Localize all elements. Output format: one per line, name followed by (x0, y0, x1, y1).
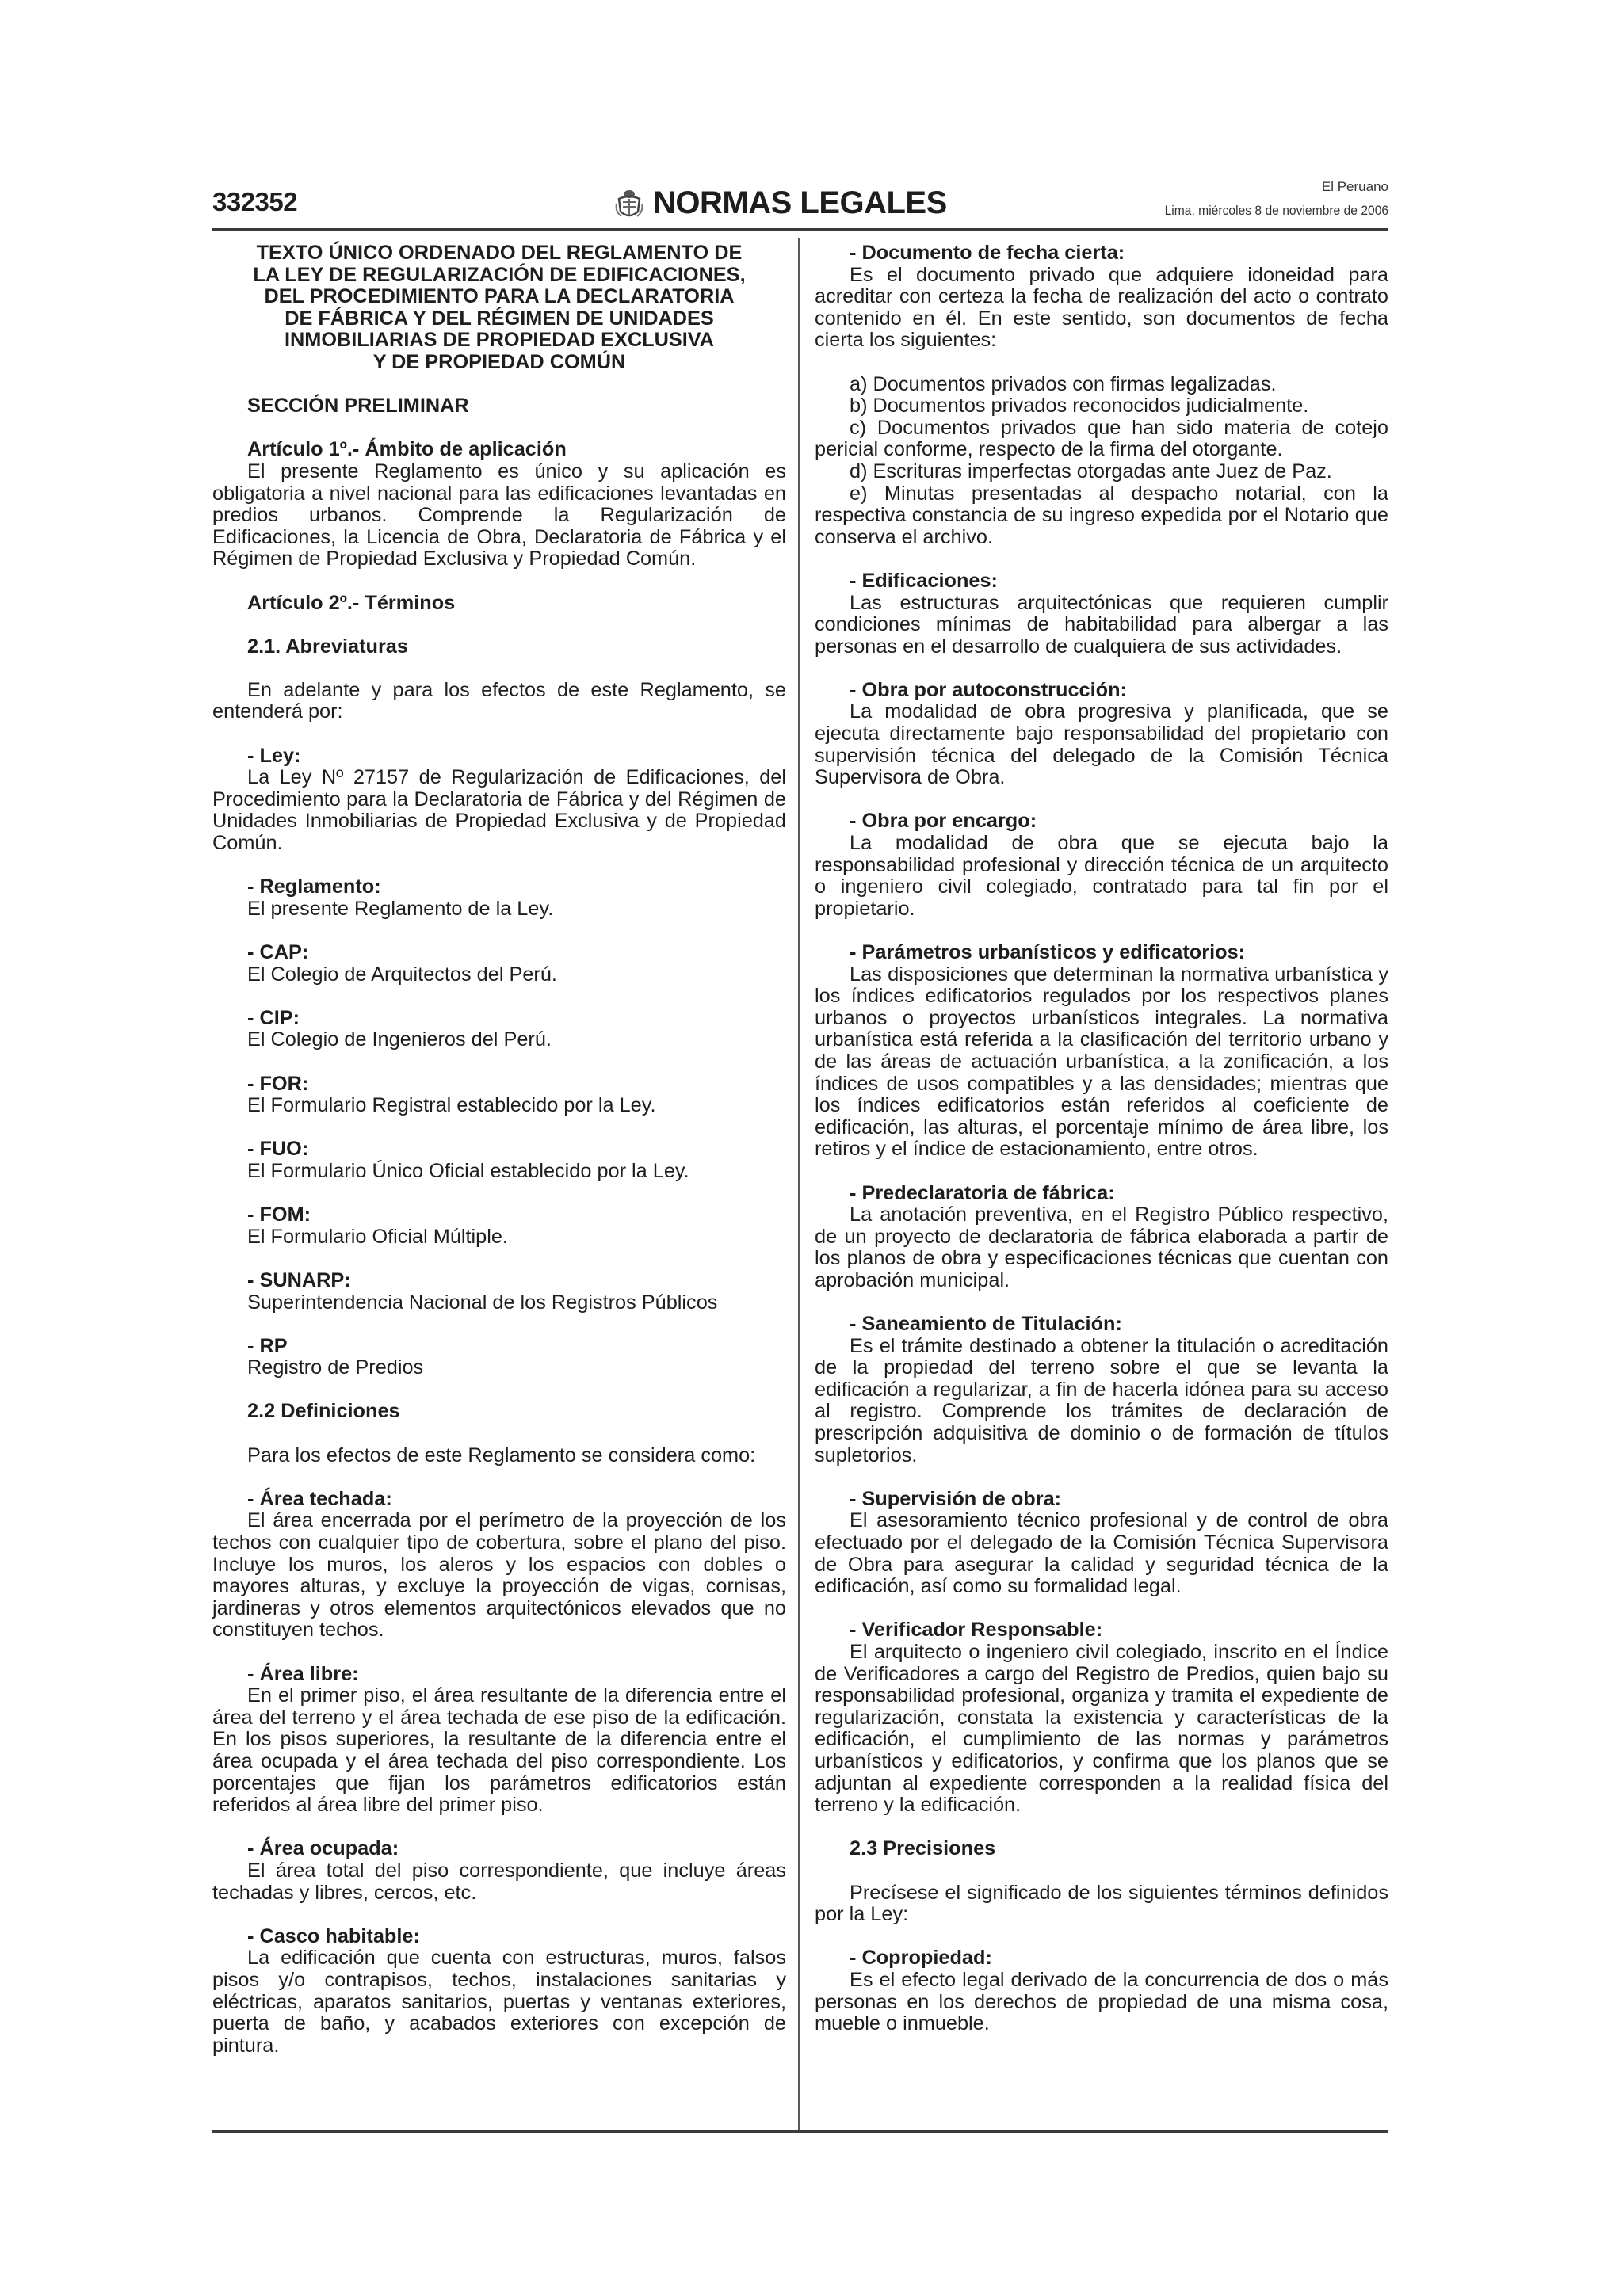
term-definition: Las disposiciones que determinan la normativa urbanística y los índices edificatorios regulados por los respectivos planes urbanos o proyectos urbanísticos integrales. La normativa urbanística está referida a la clasificación del territorio urbano y de las áreas de actuación urbanística, a la zonificación, a los índices de usos compatibles y a las densidades; mientras que los índices edificatorios están referidos al coeficiente de edificación, las alturas, el porcentaje mínimo de área libre, los retiros y el índice de estacionamiento, entre otros. (815, 963, 1388, 1161)
article-heading: Artículo 2º.- Términos (247, 591, 456, 614)
term-definition: El Colegio de Ingenieros del Perú. (247, 1028, 552, 1051)
list-item: e) Minutas presentadas al despacho notarial, con la respectiva constancia de su ingreso expedida por el Notario que conserva el archivo. (815, 482, 1388, 548)
journal-logo (615, 185, 947, 221)
paragraph: En adelante y para los efectos de este Reglamento, se entenderá por: (212, 678, 786, 723)
term-definition: La Ley Nº 27157 de Regularización de Edificaciones, del Procedimiento para la Declaratoria de Fábrica y del Régimen de Unidades Inmobiliarias de Propiedad Exclusiva y de Propiedad Común. (212, 766, 786, 855)
term-heading: - Saneamiento de Titulación: (850, 1313, 1122, 1336)
term-definition: El Colegio de Arquitectos del Perú. (247, 963, 557, 986)
term-definition: Es el trámite destinado a obtener la titulación o acreditación de la propiedad del terreno sobre el que se levanta la edificación a regularizar, a fin de hacerla idónea para su acceso al registro. Comprende los trámites de declaración de prescripción adquisitiva de dominio o de formación de títulos supletorios. (815, 1334, 1388, 1466)
list-item: c) Documentos privados que han sido materia de cotejo pericial conforme, respecto de la firma del otorgante. (815, 416, 1388, 461)
term-definition: En el primer piso, el área resultante de la diferencia entre el área del terreno y el área techada de ese piso de la edificación. En los pisos superiores, la resultante de la diferencia entre el área ocupada y el área techada del piso correspondiente. Los porcentajes que fijan los parámetros edificatorios están referidos al área libre del primer piso. (212, 1684, 786, 1817)
title-line: INMOBILIARIAS DE PROPIEDAD EXCLUSIVA (284, 329, 715, 352)
term-definition: Es el efecto legal derivado de la concurrencia de dos o más personas en los derechos de propiedad de una misma cosa, mueble o inmueble. (815, 1968, 1388, 2035)
issue-date: Lima, miércoles 8 de noviembre de 2006 (1164, 203, 1388, 218)
journal-title: NORMAS LEGALES (653, 185, 947, 220)
paragraph: Para los efectos de este Reglamento se considera como: (247, 1444, 756, 1466)
right-column (815, 242, 1388, 2035)
term-definition: El Formulario Registral establecido por la Ley. (247, 1094, 656, 1117)
term-heading: - RP (247, 1334, 288, 1357)
term-definition: Las estructuras arquitectónicas que requieren cumplir condiciones mínimas de habitabilidad para albergar a las personas en el desarrollo de cualquiera de sus actividades. (815, 591, 1388, 658)
term-heading: - FOM: (247, 1203, 311, 1226)
publisher: El Peruano (1321, 179, 1388, 194)
list-item: d) Escrituras imperfectas otorgadas ante Juez de Paz. (850, 460, 1332, 482)
term-heading: - Ley: (247, 744, 301, 767)
bottom-rule (212, 2130, 1388, 2133)
list-item: a) Documentos privados con firmas legalizadas. (850, 372, 1277, 395)
subsection-heading: 2.3 Precisiones (850, 1837, 996, 1860)
term-heading: - Supervisión de obra: (850, 1487, 1062, 1510)
term-definition: Superintendencia Nacional de los Registros Públicos (247, 1291, 718, 1314)
title-line: LA LEY DE REGULARIZACIÓN DE EDIFICACIONES, (253, 263, 746, 286)
term-definition: Registro de Predios (247, 1356, 424, 1379)
page-header (212, 179, 1388, 228)
term-heading: - CIP: (247, 1006, 300, 1029)
header-rule (212, 228, 1388, 231)
crest-icon (615, 188, 643, 219)
term-heading: - Copropiedad: (850, 1947, 992, 1970)
article-heading: Artículo 1º.- Ámbito de aplicación (247, 438, 567, 461)
title-line: DEL PROCEDIMIENTO PARA LA DECLARATORIA (264, 285, 735, 308)
term-definition: El área encerrada por el perímetro de la proyección de los techos con cualquier tipo de cobertura, sobre el plano del piso. Incluye los muros, los aleros y los espacios con dobles o mayores alturas, y excluye la proyección de vigas, cornisas, jardineras y otros elementos arquitectónicos elevados que no constituyen techos. (212, 1509, 786, 1642)
title-line: Y DE PROPIEDAD COMÚN (372, 350, 626, 373)
term-definition: La anotación preventiva, en el Registro Público respectivo, de un proyecto de declaratoria de fábrica elaborada a partir de los planos de obra y especificaciones técnicas que cuentan con aprobación municipal. (815, 1203, 1388, 1291)
term-heading: - FOR: (247, 1072, 309, 1095)
term-definition: El arquitecto o ingeniero civil colegiado, inscrito en el Índice de Verificadores a cargo del Registro de Predios, quien bajo su responsabilidad profesional, organiza y tramita el expediente de regularización, constata la existencia y características de la edificación, el cumplimiento de las normas y parámetros urbanísticos y edificatorios, y confirma que los planos que se adjuntan al expediente corresponden a la realidad física del terreno y la edificación. (815, 1641, 1388, 1817)
document-title (212, 242, 786, 374)
term-heading: - Área libre: (247, 1662, 359, 1685)
paragraph: Precísese el significado de los siguientes términos definidos por la Ley: (815, 1881, 1388, 1926)
list-item: b) Documentos privados reconocidos judicialmente. (850, 395, 1309, 418)
title-line: DE FÁBRICA Y DEL RÉGIMEN DE UNIDADES (285, 307, 714, 330)
term-heading: - Parámetros urbanísticos y edificatorios: (850, 941, 1246, 963)
term-heading: - Área ocupada: (247, 1837, 399, 1860)
term-heading: - Área techada: (247, 1487, 392, 1510)
term-definition: La modalidad de obra que se ejecuta bajo la responsabilidad profesional y dirección técnica de un arquitecto o ingeniero civil colegiado, contratado para tal fin por el propietario. (815, 832, 1388, 920)
term-heading: - SUNARP: (247, 1268, 351, 1291)
term-heading: - Documento de fecha cierta: (850, 242, 1125, 264)
term-definition: El asesoramiento técnico profesional y de control de obra efectuado por el delegado de la Comisión Técnica Supervisora de Obra para asegurar la calidad y seguridad técnica de la edificación, así como su formalidad legal. (815, 1509, 1388, 1598)
term-heading: - Verificador Responsable: (850, 1619, 1103, 1642)
term-heading: - Obra por autoconstrucción: (850, 678, 1127, 701)
column-divider (798, 238, 800, 2130)
term-definition: La edificación que cuenta con estructuras, muros, falsos pisos y/o contrapisos, techos, instalaciones sanitarias y eléctricas, aparatos sanitarios, puertas y ventanas exteriores, puerta de baño, y acabados exteriores con excepción de pintura. (212, 1947, 786, 2057)
subsection-heading: 2.2 Definiciones (247, 1400, 400, 1423)
page-number: 332352 (212, 187, 298, 216)
term-heading: - Obra por encargo: (850, 810, 1037, 833)
term-definition: El presente Reglamento de la Ley. (247, 897, 554, 920)
term-definition: La modalidad de obra progresiva y planificada, que se ejecuta directamente bajo responsabilidad del propietario con supervisión técnica del delegado de la Comisión Técnica Supervisora de Obra. (815, 700, 1388, 789)
title-line: TEXTO ÚNICO ORDENADO DEL REGLAMENTO DE (256, 242, 743, 264)
term-heading: - Reglamento: (247, 875, 381, 898)
article-text: El presente Reglamento es único y su aplicación es obligatoria a nivel nacional para las edificaciones levantadas en predios urbanos. Comprende la Regularización de Edificaciones, la Licencia de Obra, Declaratoria de Fábrica y el Régimen de Propiedad Exclusiva y Propiedad Común. (212, 460, 786, 570)
term-heading: - Edificaciones: (850, 569, 998, 592)
term-definition: El Formulario Oficial Múltiple. (247, 1225, 508, 1248)
term-definition: El área total del piso correspondiente, que incluye áreas techadas y libres, cercos, etc. (212, 1859, 786, 1904)
left-column (212, 242, 786, 2057)
term-definition: El Formulario Único Oficial establecido por la Ley. (247, 1159, 689, 1182)
term-heading: - CAP: (247, 941, 309, 963)
term-definition: Es el documento privado que adquiere idoneidad para acreditar con certeza la fecha de realización del acto o contrato contenido en él. En este sentido, son documentos de fecha cierta los siguientes: (815, 263, 1388, 352)
section-heading: SECCIÓN PRELIMINAR (247, 395, 469, 418)
term-heading: - Predeclaratoria de fábrica: (850, 1181, 1115, 1204)
term-heading: - FUO: (247, 1138, 309, 1161)
term-heading: - Casco habitable: (247, 1924, 420, 1947)
subsection-heading: 2.1. Abreviaturas (247, 635, 408, 658)
